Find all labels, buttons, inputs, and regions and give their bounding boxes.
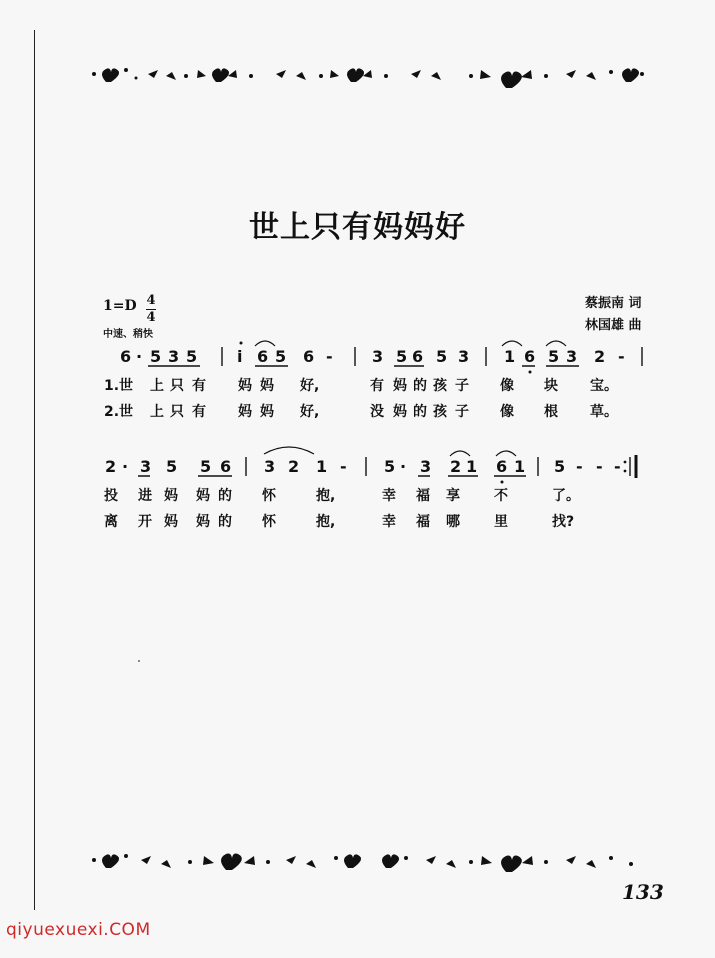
lyric-char: 不 xyxy=(494,488,508,504)
note: 5 xyxy=(275,347,287,366)
lyric-char: 开 xyxy=(138,514,152,530)
note-dot: · xyxy=(400,457,407,476)
lyric-char: 上 xyxy=(150,404,164,420)
note: 2 xyxy=(594,347,606,366)
note: - xyxy=(614,457,621,476)
note: 6 xyxy=(303,347,315,366)
slur-marks xyxy=(255,341,566,346)
lyric-char: 怀 xyxy=(262,514,276,530)
lyric-char: 块 xyxy=(544,378,558,394)
time-signature-top: 4 xyxy=(146,293,156,308)
lyric-char: 妈 xyxy=(196,488,210,504)
note: - xyxy=(326,347,333,366)
lyric-char: 2.世 xyxy=(104,404,134,420)
lyric-char: 抱, xyxy=(316,514,336,530)
lyric-char: 妈 xyxy=(164,488,178,504)
lyric-char: 只 xyxy=(170,404,184,420)
note: 3 xyxy=(264,457,276,476)
lyricist-credit: 蔡振南 词 xyxy=(585,296,642,311)
note: - xyxy=(576,457,583,476)
site-watermark[interactable]: qiyuexuexi.COM xyxy=(6,920,151,940)
lyric-char: 1.世 xyxy=(104,378,134,394)
note: 5 xyxy=(384,457,396,476)
note: 6 xyxy=(257,347,269,366)
note: 5 xyxy=(166,457,178,476)
note: - xyxy=(596,457,603,476)
lyric-char: 孩 xyxy=(433,378,447,394)
note: 2 xyxy=(288,457,300,476)
lyric-char: 没 xyxy=(370,404,384,420)
note: 5 xyxy=(436,347,448,366)
note: 6 xyxy=(220,457,232,476)
lyric-char: 只 xyxy=(170,378,184,394)
lyric-char: 抱, xyxy=(316,488,336,504)
note: 6 xyxy=(120,347,132,366)
lyric-char: 的 xyxy=(218,514,232,530)
repeat-dot xyxy=(624,461,627,464)
note: i xyxy=(237,347,243,366)
lyric-char: 幸 xyxy=(382,514,396,530)
scan-speck xyxy=(138,660,140,662)
lyric-char: 投 xyxy=(104,488,118,504)
note: 3 xyxy=(168,347,180,366)
lyric-char: 像 xyxy=(500,404,514,420)
lyric-char: 妈 xyxy=(196,514,210,530)
note: 3 xyxy=(372,347,384,366)
note: - xyxy=(340,457,347,476)
octave-dot xyxy=(240,342,243,345)
lyric-char: 宝。 xyxy=(590,378,618,394)
lyric-char: 哪 xyxy=(446,514,460,530)
lyric-char: 子 xyxy=(455,404,469,420)
lyric-char: 草。 xyxy=(590,404,618,420)
note: 1 xyxy=(316,457,328,476)
lyric-char: 孩 xyxy=(433,404,447,420)
lyric-char: 进 xyxy=(138,488,152,504)
lyric-char: 的 xyxy=(413,404,427,420)
note: 5 xyxy=(396,347,408,366)
lyric-char: 享 xyxy=(446,488,460,504)
key-signature: 1=D xyxy=(103,298,137,314)
lyric-char: 离 xyxy=(104,514,118,530)
time-signature-bottom: 4 xyxy=(146,310,156,325)
lyric-char: 妈 xyxy=(238,404,252,420)
lyric-char: 子 xyxy=(455,378,469,394)
note: 3 xyxy=(140,457,152,476)
note: 2 xyxy=(105,457,117,476)
lyric-char: 妈 xyxy=(260,404,274,420)
lyric-char: 了。 xyxy=(552,488,580,504)
lyric-char: 妈 xyxy=(238,378,252,394)
note-dot: · xyxy=(122,457,129,476)
lyric-char: 好, xyxy=(300,404,320,420)
note: 5 xyxy=(186,347,198,366)
lyric-char: 有 xyxy=(370,378,384,394)
song-title: 世上只有妈妈好 xyxy=(249,210,466,245)
octave-dot xyxy=(529,371,532,374)
note: 2 xyxy=(450,457,462,476)
note: 3 xyxy=(566,347,578,366)
note-dot: · xyxy=(136,347,143,366)
note: 5 xyxy=(150,347,162,366)
tempo-marking: 中速、稍快 xyxy=(103,329,153,340)
lyric-char: 的 xyxy=(218,488,232,504)
page-number: 133 xyxy=(622,880,664,904)
note: 5 xyxy=(548,347,560,366)
lyric-char: 有 xyxy=(192,404,206,420)
lyric-char: 根 xyxy=(544,404,558,420)
lyric-char: 幸 xyxy=(382,488,396,504)
heart-border-bottom-icon xyxy=(86,842,646,882)
note: 5 xyxy=(554,457,566,476)
lyric-char: 福 xyxy=(416,514,430,530)
octave-dot xyxy=(501,481,504,484)
note: 3 xyxy=(420,457,432,476)
lyric-char: 妈 xyxy=(260,378,274,394)
lyric-char: 妈 xyxy=(393,378,407,394)
note: 5 xyxy=(200,457,212,476)
note: 6 xyxy=(524,347,536,366)
repeat-dot xyxy=(624,470,627,473)
composer-credit: 林国雄 曲 xyxy=(585,318,642,333)
lyric-char: 里 xyxy=(494,514,508,530)
lyric-char: 好, xyxy=(300,378,320,394)
note: 3 xyxy=(458,347,470,366)
lyric-char: 找? xyxy=(552,514,575,530)
lyric-char: 上 xyxy=(150,378,164,394)
note: 1 xyxy=(466,457,478,476)
note: - xyxy=(618,347,625,366)
lyric-char: 的 xyxy=(413,378,427,394)
note: 1 xyxy=(514,457,526,476)
note: 1 xyxy=(504,347,516,366)
slur-marks xyxy=(264,447,516,456)
lyric-char: 有 xyxy=(192,378,206,394)
note: 6 xyxy=(412,347,424,366)
lyric-char: 像 xyxy=(500,378,514,394)
note: 6 xyxy=(496,457,508,476)
lyric-char: 福 xyxy=(416,488,430,504)
lyric-char: 妈 xyxy=(164,514,178,530)
lyric-char: 怀 xyxy=(262,488,276,504)
lyric-char: 妈 xyxy=(393,404,407,420)
